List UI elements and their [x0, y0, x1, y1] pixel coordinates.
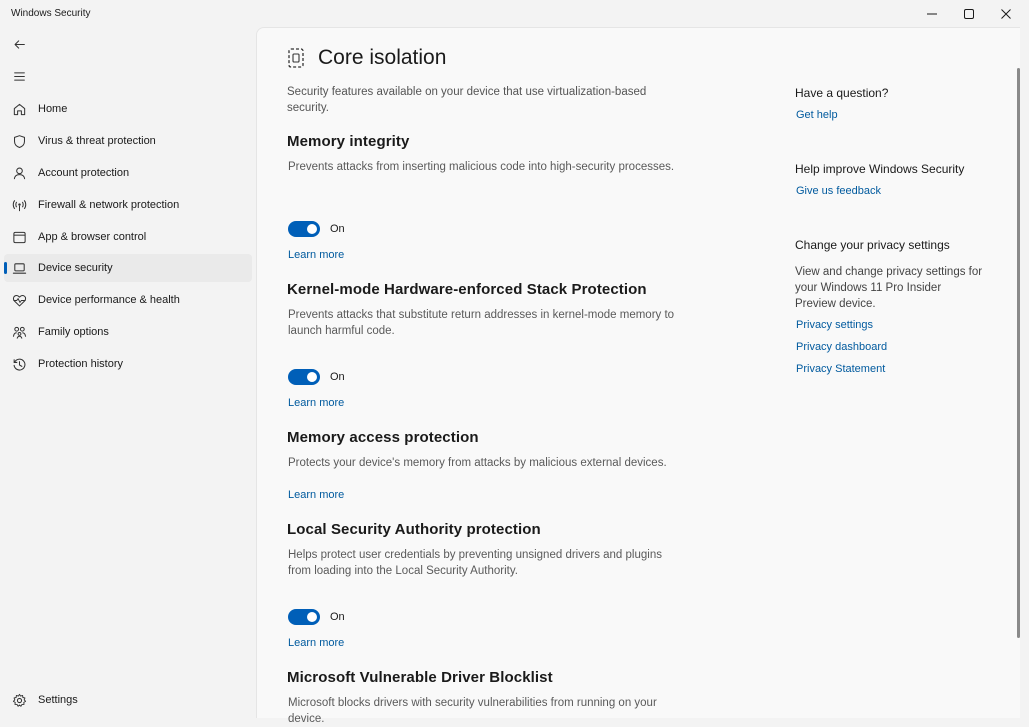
window-title: Windows Security	[11, 8, 91, 19]
core-isolation-chip-icon	[287, 47, 305, 69]
improve-heading: Help improve Windows Security	[795, 162, 965, 176]
selection-indicator	[4, 262, 7, 274]
sidebar-item-label: Firewall & network protection	[38, 199, 180, 211]
learn-more-link[interactable]: Learn more	[288, 637, 345, 649]
family-icon	[11, 324, 27, 340]
sidebar-item-label: Virus & threat protection	[38, 135, 156, 147]
section-memory-integrity	[287, 133, 687, 261]
privacy-description: View and change privacy settings for your Windows 11 Pro Insider Preview device.	[795, 266, 983, 310]
sidebar	[0, 27, 256, 718]
back-button[interactable]	[8, 33, 30, 55]
sidebar-item-account-protection[interactable]	[4, 159, 252, 187]
close-icon	[1001, 9, 1011, 19]
section-title: Kernel-mode Hardware-enforced Stack Protection	[287, 281, 647, 298]
menu-button[interactable]	[8, 65, 30, 87]
give-feedback-link[interactable]: Give us feedback	[796, 185, 881, 197]
sidebar-item-firewall-network-protection[interactable]	[4, 191, 252, 219]
antenna-icon	[11, 197, 27, 213]
section-memory-access-protection	[287, 429, 687, 501]
history-icon	[11, 356, 27, 372]
sidebar-item-virus-threat-protection[interactable]	[4, 127, 252, 155]
hamburger-icon	[13, 70, 26, 83]
back-arrow-icon	[13, 38, 26, 51]
toggle-state-label: On	[330, 223, 345, 235]
privacy-dashboard-link[interactable]: Privacy dashboard	[796, 341, 888, 353]
kernel-stack-protection-toggle[interactable]	[288, 369, 320, 385]
get-help-link[interactable]: Get help	[796, 109, 838, 121]
browser-window-icon	[11, 229, 27, 245]
toggle-knob	[307, 612, 317, 622]
section-vulnerable-driver-blocklist	[287, 669, 687, 725]
section-description: Prevents attacks that substitute return addresses in kernel-mode memory to launch harmful code.	[288, 309, 675, 337]
section-title: Local Security Authority protection	[287, 521, 541, 538]
section-title: Memory integrity	[287, 133, 410, 150]
lsa-protection-toggle[interactable]	[288, 609, 320, 625]
minimize-icon	[927, 9, 937, 19]
sidebar-item-label: Family options	[38, 326, 109, 338]
sidebar-item-settings[interactable]	[4, 686, 252, 714]
kernel-stack-toggle-row	[288, 369, 345, 385]
memory-integrity-toggle[interactable]	[288, 221, 320, 237]
memory-integrity-toggle-row	[288, 221, 345, 237]
toggle-state-label: On	[330, 371, 345, 383]
toggle-state-label: On	[330, 611, 345, 623]
gear-icon	[11, 692, 27, 708]
sidebar-item-label: Settings	[38, 694, 78, 706]
person-icon	[11, 165, 27, 181]
page-header	[287, 46, 446, 70]
sidebar-item-home[interactable]	[4, 95, 252, 123]
learn-more-link[interactable]: Learn more	[288, 489, 345, 501]
heart-pulse-icon	[11, 292, 27, 308]
lsa-toggle-row	[288, 609, 345, 625]
section-description: Protects your device's memory from attacks by malicious external devices.	[288, 457, 667, 469]
toggle-knob	[307, 224, 317, 234]
section-description: Microsoft blocks drivers with security vulnerabilities from running on your device.	[288, 697, 657, 725]
sidebar-item-device-security[interactable]	[4, 254, 252, 282]
section-title: Microsoft Vulnerable Driver Blocklist	[287, 669, 553, 686]
sidebar-item-label: App & browser control	[38, 231, 147, 243]
sidebar-item-label: Protection history	[38, 358, 123, 370]
section-description: Helps protect user credentials by preventing unsigned drivers and plugins from loading into the Local Security Authority.	[288, 549, 662, 577]
home-icon	[11, 101, 27, 117]
section-lsa-protection	[287, 521, 687, 649]
section-kernel-stack-protection	[287, 281, 687, 409]
section-title: Memory access protection	[287, 429, 479, 446]
sidebar-item-family-options[interactable]	[4, 318, 252, 346]
learn-more-link[interactable]: Learn more	[288, 397, 345, 409]
maximize-icon	[964, 9, 974, 19]
privacy-settings-link[interactable]: Privacy settings	[796, 319, 874, 331]
toggle-knob	[307, 372, 317, 382]
sidebar-item-protection-history[interactable]	[4, 350, 252, 378]
page-description: Security features available on your device that use virtualization-based security.	[287, 86, 647, 114]
privacy-heading: Change your privacy settings	[795, 238, 950, 252]
scrollbar[interactable]	[1017, 68, 1020, 638]
page-title: Core isolation	[318, 46, 447, 69]
learn-more-link[interactable]: Learn more	[288, 249, 345, 261]
sidebar-item-app-browser-control[interactable]	[4, 223, 252, 251]
main-content	[256, 27, 1020, 725]
privacy-statement-link[interactable]: Privacy Statement	[796, 363, 886, 375]
section-description: Prevents attacks from inserting malicious code into high-security processes.	[288, 161, 675, 173]
laptop-icon	[11, 260, 27, 276]
sidebar-item-label: Account protection	[38, 167, 130, 179]
sidebar-item-label: Device performance & health	[38, 294, 180, 306]
sidebar-item-device-performance-health[interactable]	[4, 286, 252, 314]
sidebar-item-label: Home	[38, 103, 68, 115]
shield-icon	[11, 133, 27, 149]
sidebar-item-label: Device security	[38, 262, 113, 274]
question-heading: Have a question?	[795, 86, 889, 100]
title-bar	[0, 0, 1024, 27]
close-button[interactable]	[983, 0, 1029, 27]
